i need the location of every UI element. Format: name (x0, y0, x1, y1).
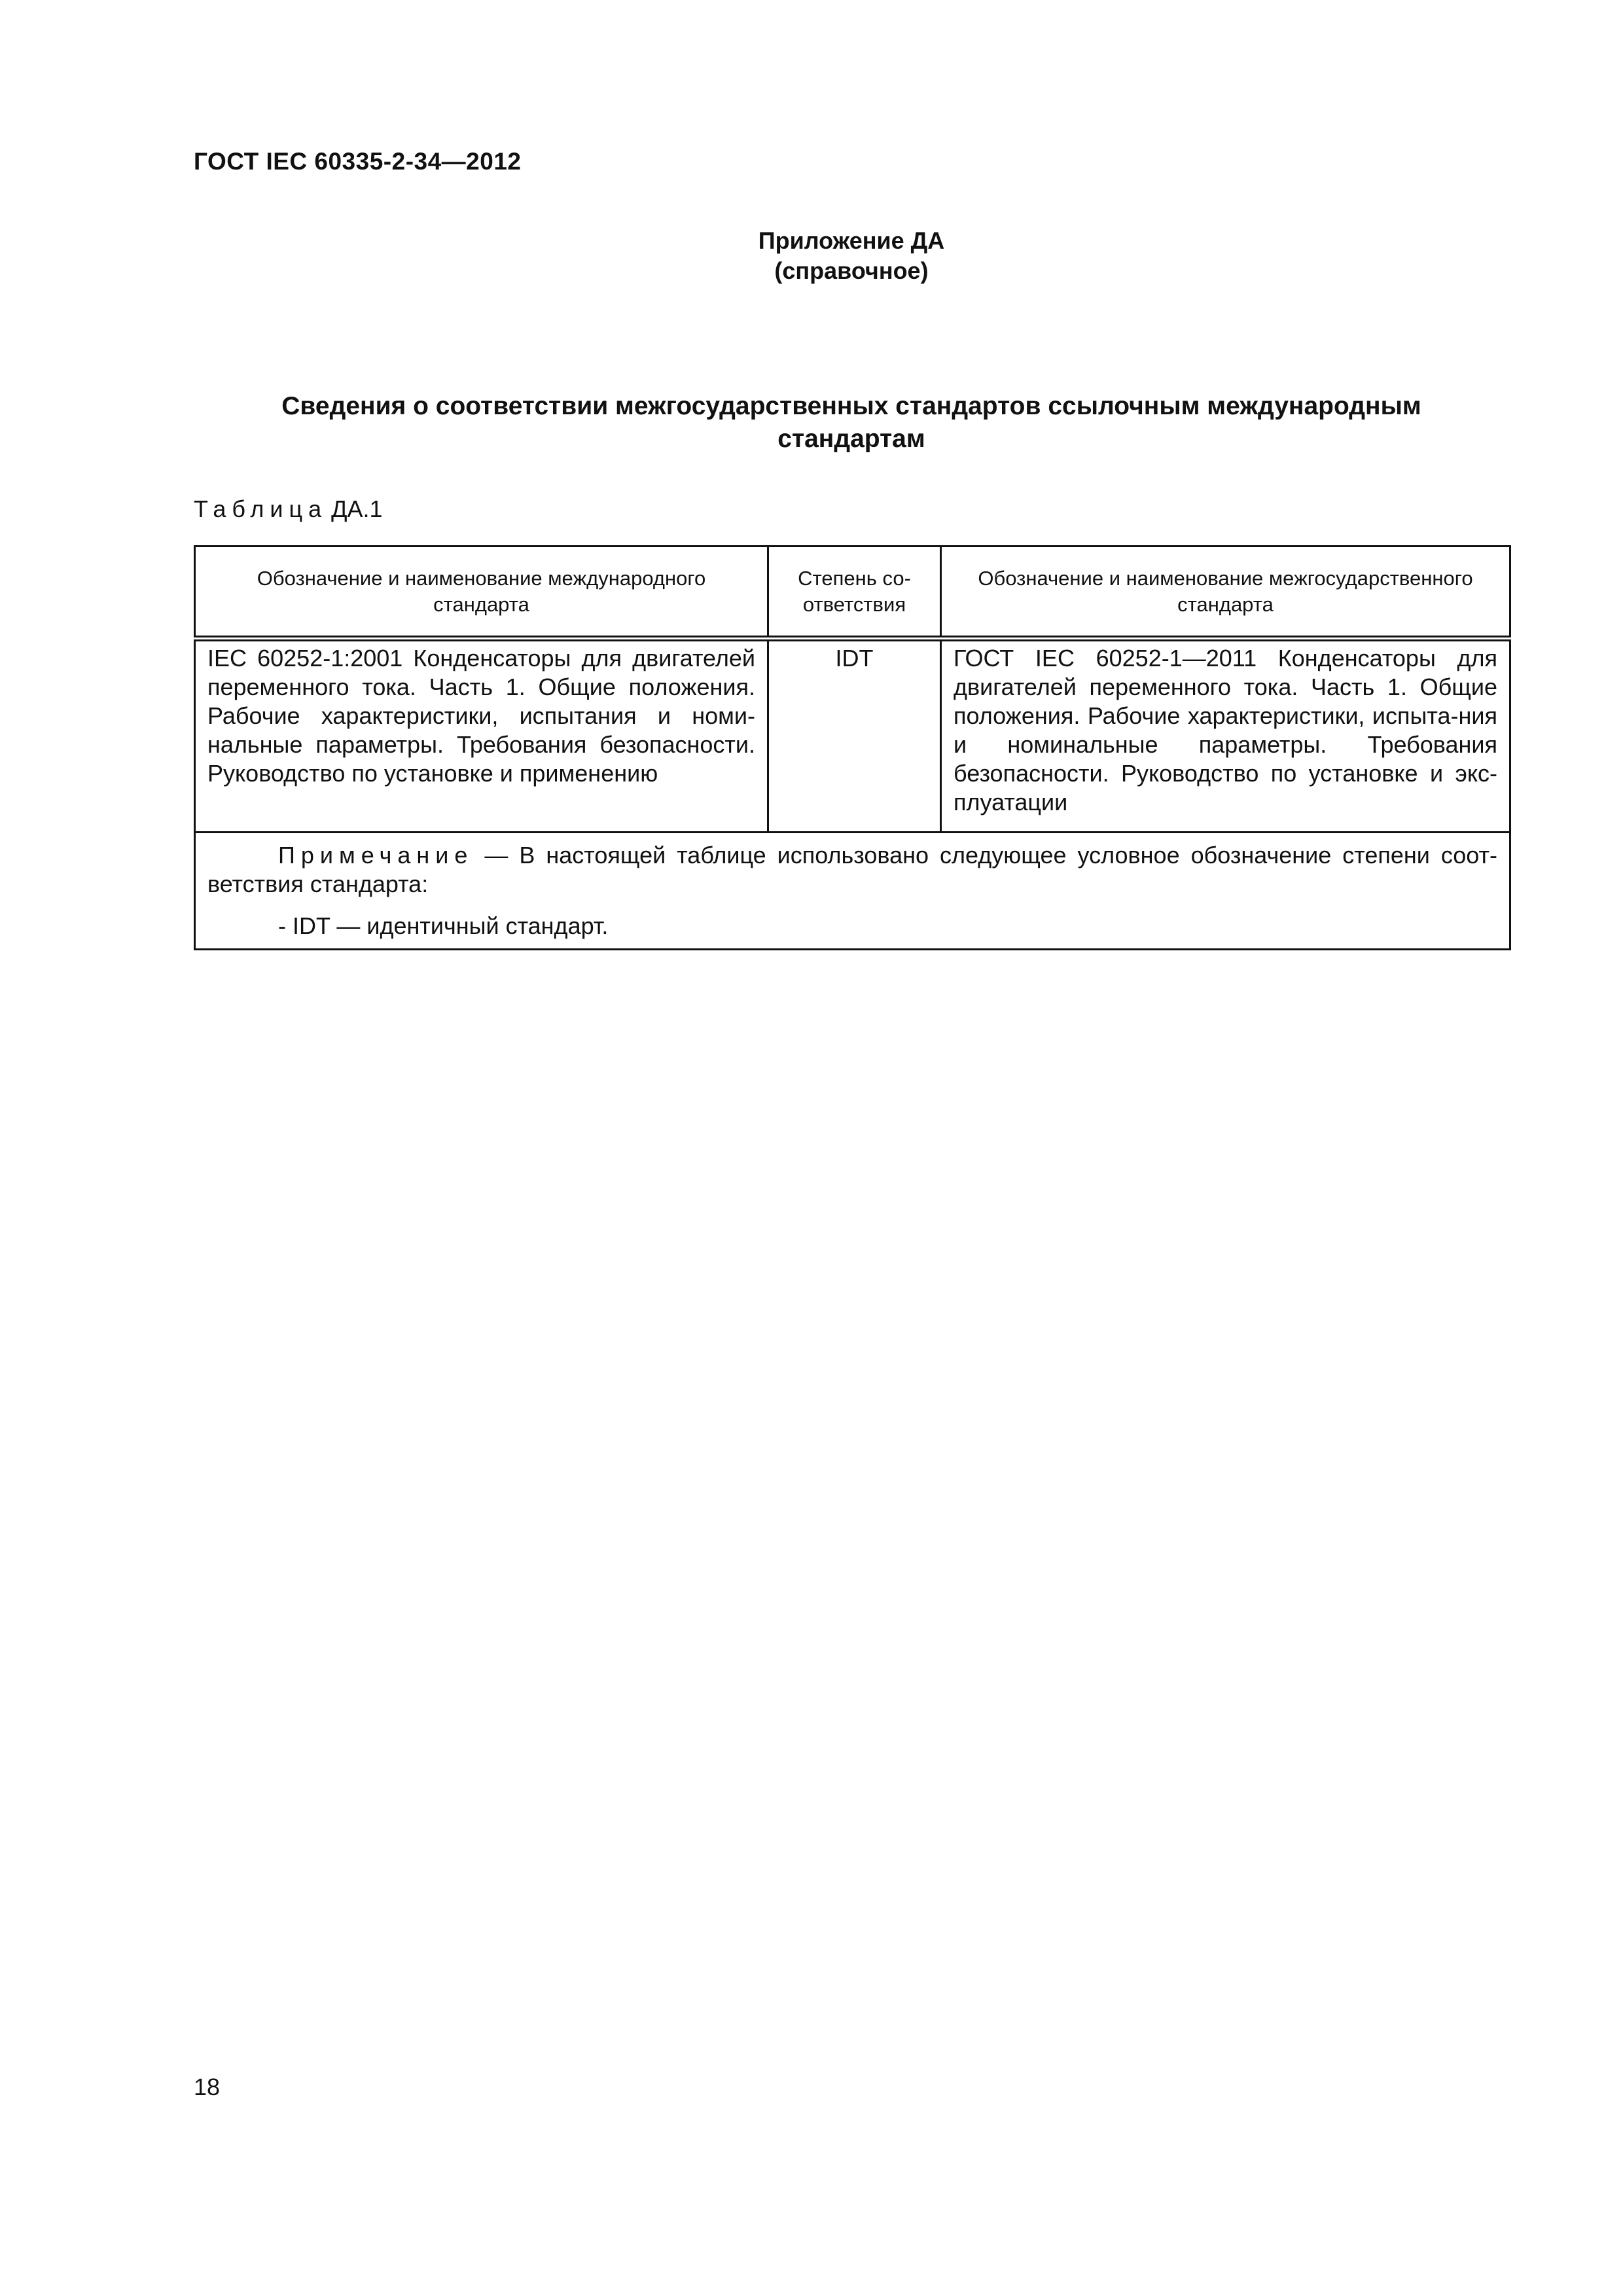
note-item: - IDT — идентичный стандарт. (278, 912, 609, 939)
table-note-row (195, 833, 1510, 950)
section-title-line-2: стандартам (777, 425, 925, 453)
appendix-title: Приложение ДА (758, 227, 945, 254)
section-title-line-1: Сведения о соответствии межгосударственных стандартов ссылочным международным (281, 392, 1421, 420)
cell-international-standard: IEC 60252-1:2001 Конденсаторы для двигателей переменного тока. Часть 1. Общие положения. Рабочие характеристики, испытания и номи-нальные параметры. Требования безопасности. Руководство по установке и применению (195, 639, 768, 833)
cell-interstate-standard: ГОСТ IEC 60252-1—2011 Конденсаторы для двигателей переменного тока. Часть 1. Общие положения. Рабочие характеристики, испыта-ния и номинальные параметры. Требования безопасности. Руководство по установке и экс-плуатации (941, 639, 1510, 833)
note-body: — В настоящей таблице использовано следующее условное обозначение степени соот-ветствия стандарта: (207, 842, 1497, 897)
header-interstate-standard: Обозначение и наименование межгосударственного стандарта (941, 547, 1510, 639)
note-text (207, 841, 1497, 899)
table-caption-number: ДА.1 (331, 495, 383, 522)
appendix-heading (194, 226, 1509, 286)
table-row (195, 639, 1510, 833)
cell-degree-of-correspondence: IDT (768, 639, 941, 833)
header-degree-of-correspondence: Степень со-ответствия (768, 547, 941, 639)
appendix-type: (справочное) (774, 257, 929, 284)
table-caption-word: Таблица (194, 495, 328, 522)
section-title (194, 390, 1509, 456)
table-note (195, 833, 1510, 950)
standards-correspondence-table (194, 545, 1511, 950)
note-label: Примечание (278, 842, 474, 869)
document-code: ГОСТ IEC 60335-2-34—2012 (194, 148, 522, 175)
table-caption (194, 495, 383, 523)
table-header-row (195, 547, 1510, 639)
header-international-standard: Обозначение и наименование международного стандарта (195, 547, 768, 639)
page-number: 18 (194, 2073, 221, 2100)
